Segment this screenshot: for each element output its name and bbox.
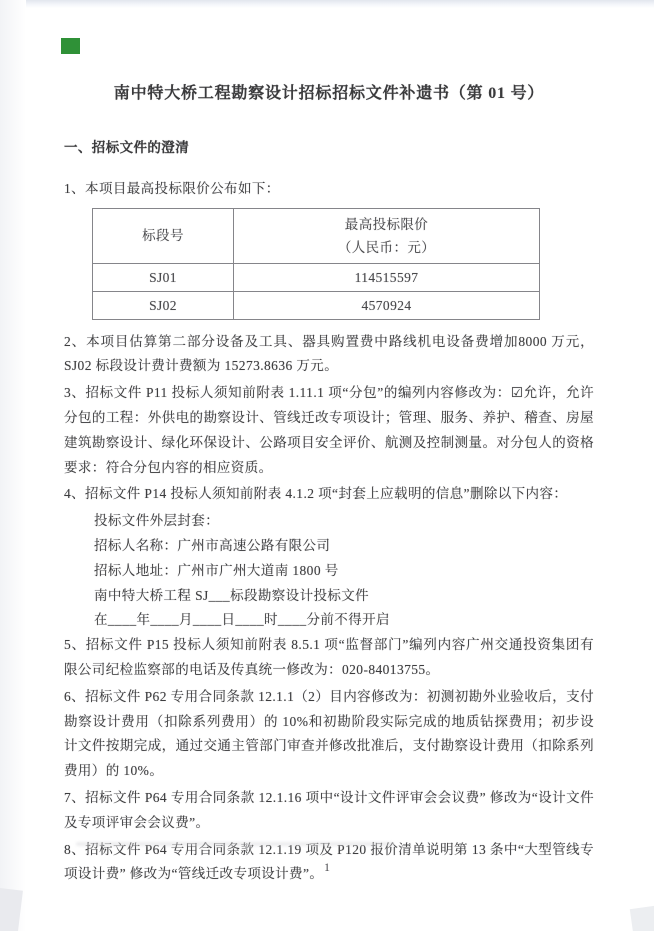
clause-5: 5、招标文件 P15 投标人须知前附表 8.5.1 项“监督部门”编列内容广州交通投资集团有限公司纪检监察部的电话及传真统一修改为：020-84013755。 [64,637,594,677]
clause-2: 2、本项目估算第二部分设备及工具、器具购置费中路线机电设备费增加8000 万元，SJ02 标段设计费计费额为 15273.8636 万元。 [64,333,594,374]
price-header-line2: （人民币：元） [337,239,436,255]
lot-cell: SJ02 [93,291,234,319]
scan-left-edge [0,0,26,931]
envelope-line-tenderer-name: 招标人名称：广州市高速公路有限公司 [94,537,331,553]
table-row [93,291,540,319]
bleed-through-ghost [76,842,394,846]
scan-corner-bottom-right [630,905,654,931]
clause-7: 7、招标文件 P64 专用合同条款 12.1.16 项中“设计文件评审会会议费” 修改为“设计文件及专项评审会会议费”。 [64,789,594,830]
price-cell: 114515597 [234,263,540,291]
table-header-row [93,208,540,263]
page-title: 南中特大桥工程勘察设计招标招标文件补遗书（第 01 号） [113,85,545,102]
price-cell: 4570924 [234,291,540,319]
column-header-price [234,208,540,263]
envelope-line-open-time: 在____年____月____日____时____分前不得开启 [94,612,390,628]
clause-1: 1、本项目最高投标限价公布如下： [64,180,280,196]
section-heading: 一、招标文件的澄清 [64,140,190,155]
document-content [64,82,594,889]
clause-4: 4、招标文件 P14 投标人须知前附表 4.1.2 项“封套上应载明的信息”删除以下内容： [64,486,568,502]
clause-3: 3、招标文件 P11 投标人须知前附表 1.11.1 项“分包”的编列内容修改为：☑允许，允许分包的工程：外供电的勘察设计、管线迁改专项设计；管理、服务、养护、稽查、房屋建筑勘察设计、绿化环保设计、公路项目安全评价、航测及控制测量。对分包人的资格要求：符合分包内容的相应资质。 [64,385,594,475]
envelope-line-project: 南中特大桥工程 SJ___标段勘察设计投标文件 [94,587,370,603]
column-header-lot: 标段号 [93,208,234,263]
clause-8: 8、招标文件 P64 专用合同条款 12.1.19 项及 P120 报价清单说明第 13 条中“大型管线专项设计费” 修改为“管线迁改专项设计费”。 [64,841,594,882]
envelope-line-tenderer-address: 招标人地址：广州市广州大道南 1800 号 [94,562,339,578]
table-row [93,263,540,291]
lot-cell: SJ01 [93,263,234,291]
scan-top-edge [0,0,654,8]
page-number: 1 [324,860,330,874]
green-scan-mark [61,38,80,54]
clause-6: 6、招标文件 P62 专用合同条款 12.1.1（2）目内容修改为：初测初勘外业验收后，支付勘察设计费用（扣除系列费用）的 10%和初勘阶段实际完成的地质钻探费用；初步设计文件按期完成，通过交通主管部门审查并修改批准后，支付勘察设计费用（扣除系列费用）的 10%。 [64,688,594,779]
price-header-line1: 最高投标限价 [344,216,429,232]
envelope-line-outer: 投标文件外层封套： [94,513,220,529]
price-limit-table [92,208,540,320]
